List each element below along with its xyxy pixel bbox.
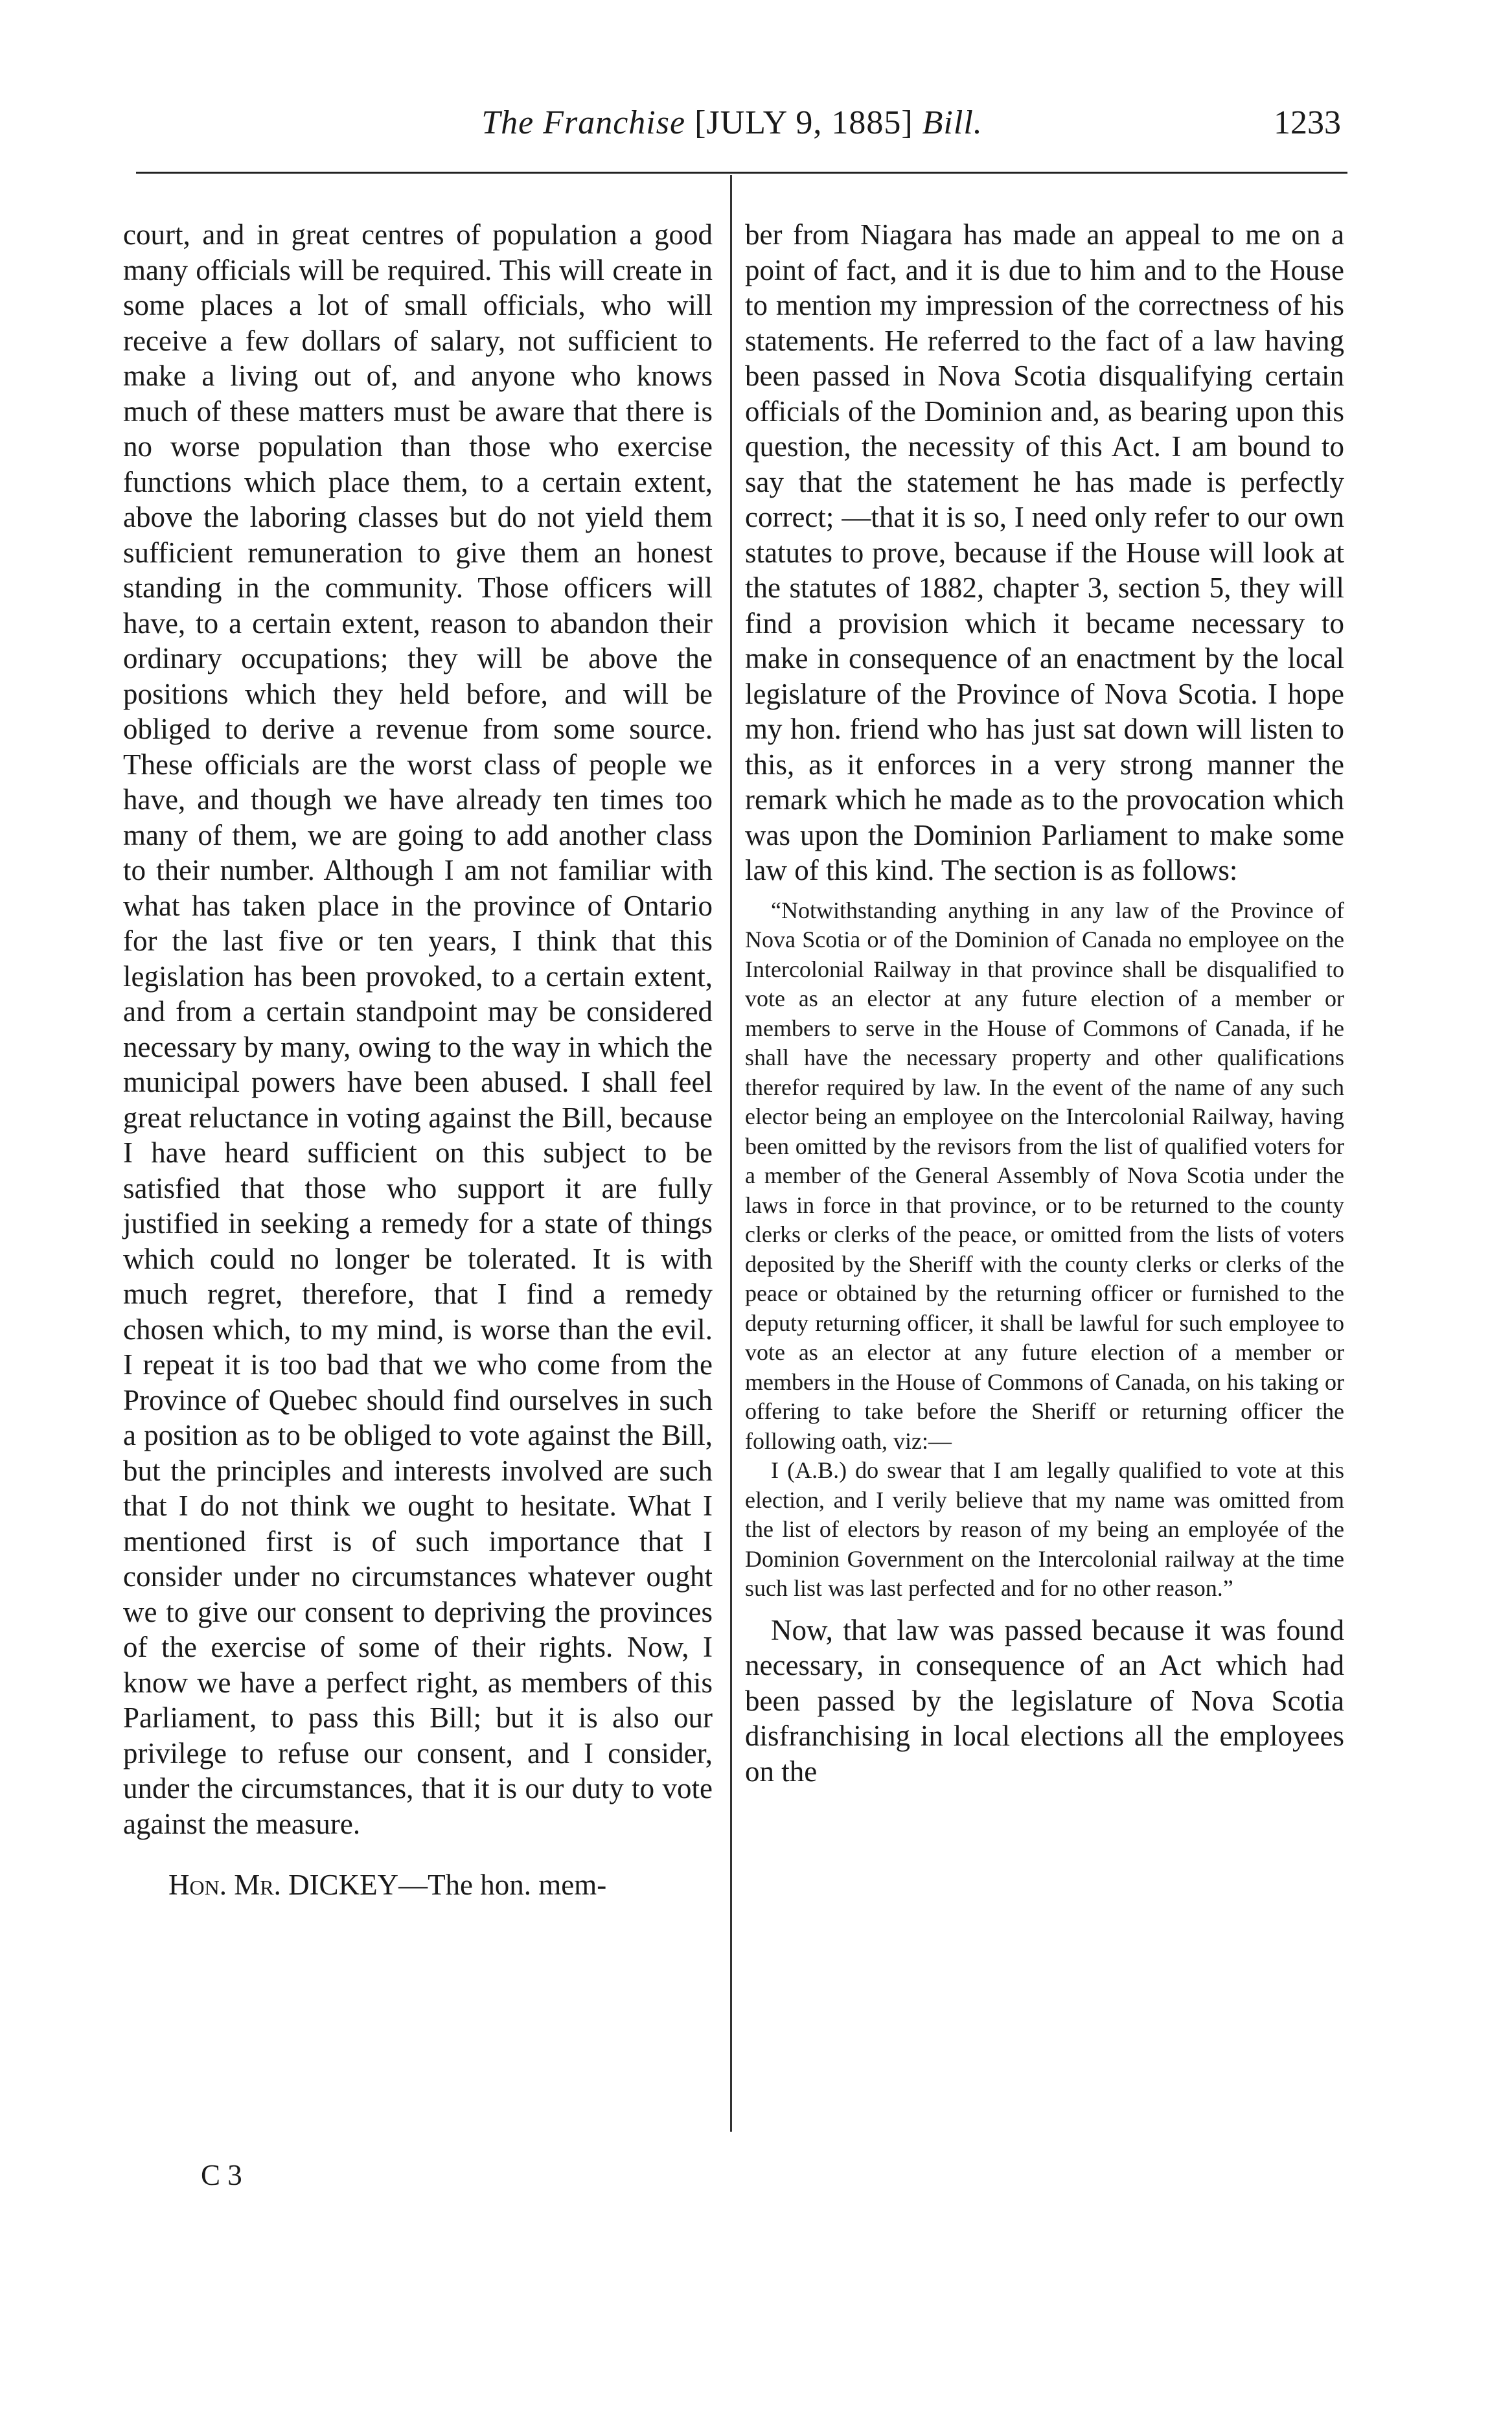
signature-mark: C 3 [201,2159,242,2191]
running-head-title: The Franchise [481,104,686,141]
right-column [745,217,1344,1789]
page-number: 1233 [1274,104,1341,141]
statute-quote [745,896,1344,1604]
left-paragraph: court, and in great centres of population a good many officials will be required. This will create in some places a lot of small officials, who will receive a few dollars of salary, not sufficient to make a living out of, and anyone who knows much of these matters must be aware that there is no worse population than those who exercise functions which place them, to a certain extent, above the laboring classes but do not yield them sufficient remuneration to give them an honest standing in the community. Those officers will have, to a certain extent, reason to abandon their ordinary occupations; they will be above the positions which they held before, and will be obliged to derive a revenue from some source. These officials are the worst class of people we have, and though we have already ten times too many of them, we are going to add another class to their number. Although I am not familiar with what has taken place in the province of Ontario for the last five or ten years, I think that this legislation has been provoked, to a certain extent, and from a certain standpoint may be considered necessary by many, owing to the way in which the municipal powers have been abused. I shall feel great reluctance in voting against the Bill, because I have heard sufficient on this subject to be satisfied that those who support it are fully justified in seeking a remedy for a state of things which could no longer be tolerated. It is with much regret, therefore, that I find a remedy chosen which, to my mind, is worse than the evil. I repeat it is too bad that we who come from the Province of Quebec should find ourselves in such a position as to be obliged to vote against the Bill, but the principles and interests involved are such that I do not think we ought to hesitate. What I mentioned first is of such importance that I consider under no circumstances whatever ought we to give our consent to depriving the provinces of the exercise of some of their rights. Now, I know we have a perfect right, as members of this Parliament, to pass this Bill; but it is also our privilege to refuse our consent, and I consider, under the circumstances, that it is our duty to vote against the measure. [123,218,713,1840]
header-rule [136,172,1347,174]
page-header [123,97,1341,149]
right-paragraph-2: Now, that law was passed because it was found necessary, in consequence of an Act which had been passed by the legislature of Nova Scotia disfranchising in local elections all the employees on the [745,1613,1344,1788]
running-head-bill: Bill. [922,104,983,141]
running-head-date: [JULY 9, 1885] [694,104,913,141]
quote-paragraph-1: “Notwithstanding anything in any law of the Province of Nova Scotia or of the Dominion of Canada no employee on the Intercolonial Railway in that province shall be disqualified to vote as an elector at any future election of a member or members to serve in the House of Commons of Canada, if he shall have the necessary property and other qualifications therefor required by law. In the event of the name of any such elector being an employee on the Intercolonial Railway, having been omitted by the revisors from the list of qualified voters for a member of the General Assembly of Nova Scotia under the laws in force in that province, or to be returned to the county clerks or clerks of the peace, or omitted from the lists of voters deposited by the Sheriff with the county clerks or clerks of the peace or obtained by the returning officer or furnished to the deputy returning officer, it shall be lawful for such employee to vote as an elector at any future election of a member or members in the House of Commons of Canada, on his taking or offering to take before the Sheriff or returning officer the following oath, viz:— [745,897,1344,1454]
quote-paragraph-2: I (A.B.) do swear that I am legally qualified to vote at this election, and I verily believe that my name was omitted from the list of electors by reason of my being an employée of the Dominion Government on the Intercolonial railway at the time such list was last perfected and for no other reason.” [745,1457,1344,1601]
running-head [123,97,1341,149]
right-paragraph-1: ber from Niagara has made an appeal to me on a point of fact, and it is due to him and to the House to mention my impression of the correctness of his statements. He referred to the fact of a law having been passed in Nova Scotia disqualifying certain officials of the Dominion and, as bearing upon this question, the necessity of this Act. I am bound to say that the statement he has made is perfectly correct; —that it is so, I need only refer to our own statutes to prove, because if the House will look at the statutes of 1882, chapter 3, section 5, they will find a provision which it became necessary to make in consequence of an enactment by the local legislature of the Province of Nova Scotia. I hope my hon. friend who has just sat down will listen to this, as it enforces in a very strong manner the remark which he made as to the provocation which was upon the Dominion Parliament to make some law of this kind. The section is as follows: [745,218,1344,886]
speaker-name: Hon. Mr. DICKEY [168,1869,399,1901]
column-divider [730,175,732,2132]
speaker-line [123,1867,713,1903]
speaker-text: —The hon. mem- [398,1869,607,1901]
left-column [123,217,713,1903]
